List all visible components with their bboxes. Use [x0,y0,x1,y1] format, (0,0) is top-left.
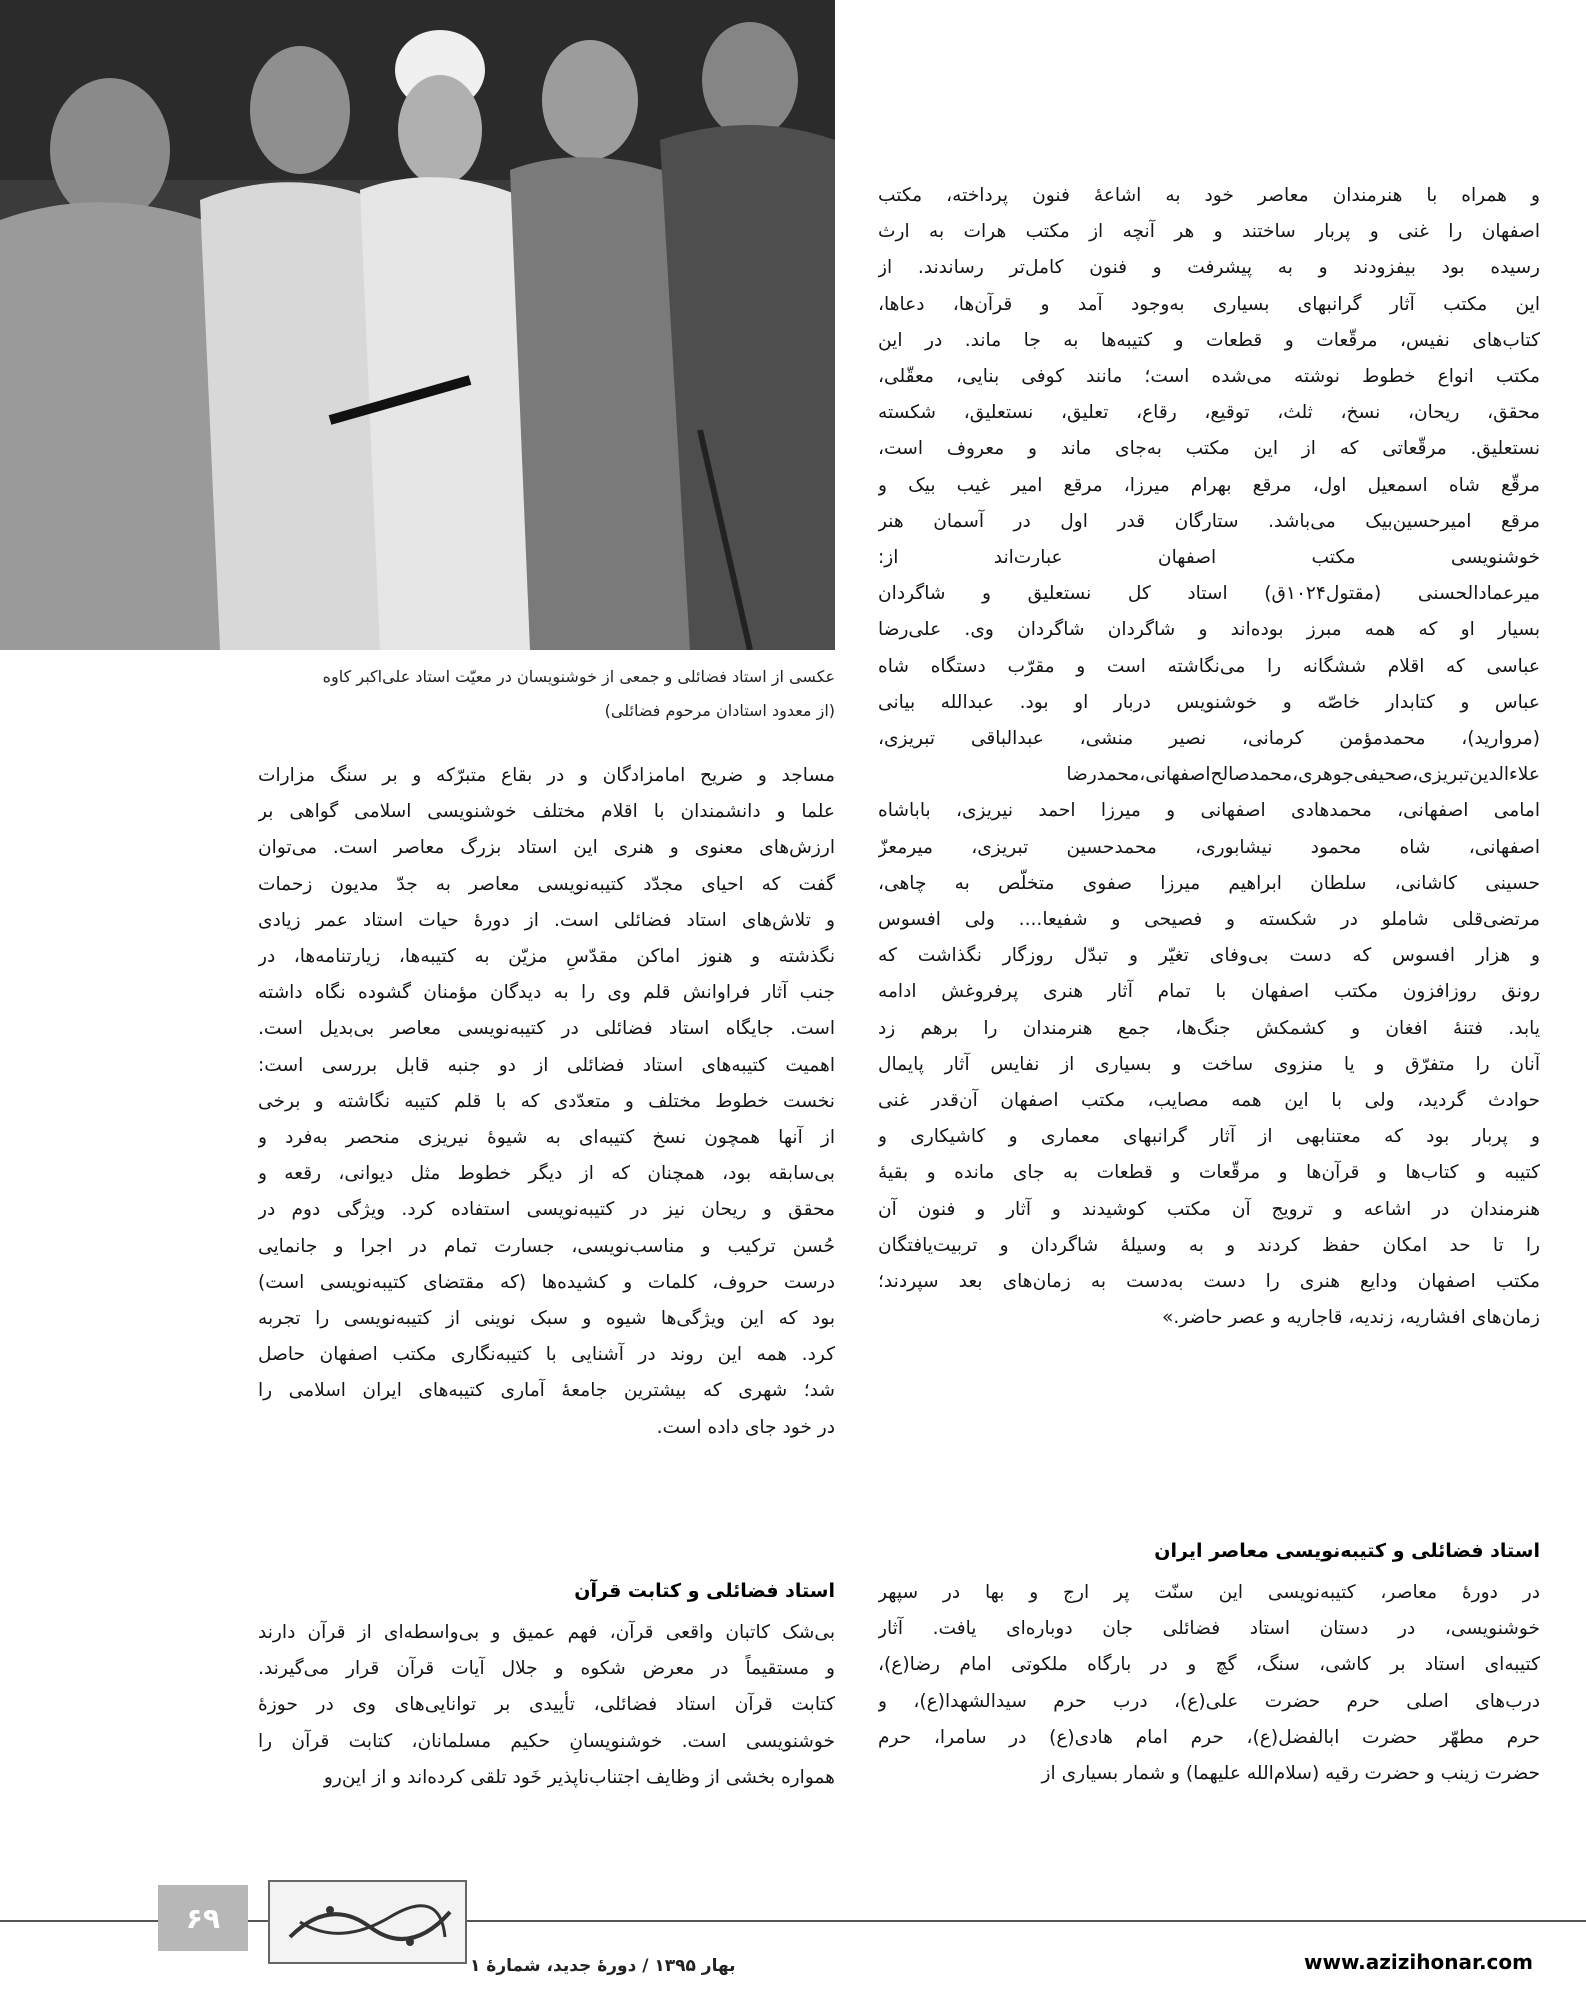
issue-info: بهار ۱۳۹۵ / دورهٔ جدید، شمارهٔ ۱ [470,1956,736,1976]
text-line: و هزار افسوس که دست بی‌وفای تغیّر و تبدّل روزگار نگذاشت که [878,945,1540,967]
right-column-text [878,178,1540,1337]
text-line: مکتب اصفهان ودایع هنری را دست به‌دست به زمان‌های بعد سپردند؛ [878,1271,1540,1293]
text-line: شد؛ شهری که بیشترین جامعهٔ آماری کتیبه‌های ایران اسلامی را [258,1380,835,1402]
text-line: حوادث گردید، ولی با این همه مصایب، مکتب اصفهان آن‌قدر غنی [878,1090,1540,1112]
text-line: محقق و ریحان نیز در کتیبه‌نویسی استفاده کرد. ویژگی دوم در [258,1199,835,1221]
left-column-text [258,758,835,1446]
text-line: جنب آثار فراوانش قلم وی را به دیدگان مؤمنان گشوده نگاه داشته [258,982,835,1004]
text-line: درست حروف، کلمات و کشیده‌ها (که مقتضای کتیبه‌نویسی است) [258,1271,835,1293]
text-line: از آنها همچون نسخ کتیبه‌ای به شیوهٔ نیریزی منحصر به‌فرد و [258,1127,835,1149]
text-line: کتاب‌های نفیس، مرقّعات و قطعات و کتیبه‌ها به جا ماند. در این [878,329,1540,351]
text-line: در خود جای داده است. [656,1416,835,1438]
text-line: محقق، ریحان، نسخ، ثلث، توقیع، رقاع، تعلیق، نستعلیق، شکسته [878,402,1540,424]
text-line: عباس و کتابدار خاصّه و خوشنویس دربار او بود. عبدالله بیانی [878,691,1540,713]
text-line: مرقع امیرحسین‌بیک می‌باشد. ستارگان قدر اول در آسمان هنر [878,510,1540,532]
text-line: رونق روزافزون مکتب اصفهان با تمام آثار هنری پرفروغش ادامه [878,981,1540,1003]
text-line: مرقّع شاه اسمعیل اول، مرقع بهرام میرزا، مرقع امیر غیب بیک و [878,474,1540,496]
text-line: میرعمادالحسنی (مقتول۱۰۲۴ق) استاد کل نستعلیق و شاگردان [878,583,1540,605]
text-line: گفت که احیای مجدّد کتیبه‌نویسی معاصر به جدّ مدیون زحمات [258,873,835,895]
section-heading-contemporary-inscription: استاد فضائلی و کتیبه‌نویسی معاصر ایران [1154,1540,1540,1562]
text-line: مساجد و ضریح امامزادگان و در بقاع متبرّکه و بر سنگ مزارات [258,765,835,786]
text-line: بود که این ویژگی‌ها شیوه و سبک نوینی از کتیبه‌نویسی را تجربه [258,1308,835,1330]
text-line: را تا حد امکان حفظ کردند و به وسیلهٔ شاگردان و تربیت‌یافتگان [878,1234,1540,1256]
caption-line: عکسی از استاد فضائلی و جمعی از خوشنویسان در معیّت استاد علی‌اکبر کاوه [322,667,835,686]
text-line: حضرت زینب و حضرت رقیه (سلام‌الله علیهما) و شمار بسیاری از [1041,1763,1540,1785]
text-line: درب‌های اصلی حرم حضرت علی(ع)، درب حرم سیدالشهدا(ع)، و [878,1690,1540,1712]
text-line: علما و دانشمندان با اقلام مختلف خوشنویسی اسلامی گواهی بر [258,801,835,823]
section-heading-quran-calligraphy: استاد فضائلی و کتابت قرآن [574,1580,835,1602]
text-line: خوشنویسی است. خوشنویسانِ حکیم مسلمانان، کتابت قرآن را [258,1730,835,1752]
text-line: کتیبه‌ای استاد بر کاشی، سنگ، گچ و در بارگاه ملکوتی امام رضا(ع)، [878,1654,1540,1676]
text-line: بی‌شک کاتبان واقعی قرآن، فهم عمیق و بی‌واسطه‌ای از قرآن دارند [258,1622,835,1643]
text-line: اصفهان را غنی و پربار ساختند و هر آنچه از مکتب هرات به ارث [878,221,1540,243]
text-line: نخست خطوط مختلف و متعدّدی که با قلم کتیبه نگاشته و برخی [258,1090,835,1112]
text-line: حُسن ترکیب و مناسب‌نویسی، جسارت تمام در اجرا و جانمایی [258,1235,835,1257]
text-line: بی‌سابقه بود، همچنان که از دیگر خطوط مثل دیوانی، رقعه و [258,1163,835,1185]
text-line: حرم مطهّر حضرت ابالفضل(ع)، حرم امام هادی(ع) در سامرا، حرم [878,1726,1540,1748]
text-line: است. جایگاه استاد فضائلی در کتیبه‌نویسی معاصر بی‌بدیل است. [258,1018,835,1040]
text-line: نستعلیق. مرقّعاتی که از این مکتب به‌جای ماند و معروف است، [878,438,1540,460]
text-line: و همراه با هنرمندان معاصر خود به اشاعهٔ فنون پرداخته، مکتب [878,185,1540,206]
text-line: در دورهٔ معاصر، کتیبه‌نویسی این سنّت پر ارج و بها در سپهر [878,1582,1540,1603]
text-line: بسیار او که همه مبرز بوده‌اند و شاگردان شاگردان وی. علی‌رضا [878,619,1540,641]
photo-caption [260,660,835,728]
caption-line: (از معدود استادان مرحوم فضائلی) [604,701,835,720]
text-line: ارزش‌های معنوی و هنری این استاد بزرگ معاصر است. می‌توان [258,837,835,859]
text-line: مرتضی‌قلی شاملو در شکسته و فصیحی و شفیعا.... ولی افسوس [878,909,1540,931]
photo-icon [0,0,835,650]
page-number: ۶۹ [158,1885,248,1951]
text-line: این مکتب آثار گرانبهای بسیاری به‌وجود آمد و قرآن‌ها، دعاها، [878,293,1540,315]
text-line: و پربار بود که معتنابهی از آثار گرانبهای معماری و کاشیکاری و [878,1126,1540,1148]
text-line: رسیده بود بیفزودند و به پیشرفت و فنون کامل‌تر رساندند. از [878,257,1540,279]
text-line: علاءالدین‌تبریزی،صحیفی‌جوهری،محمدصالح‌اصفهانی،محمدرضا [1066,764,1540,786]
text-line: کتیبه و کتاب‌ها و قرآن‌ها و مرقّعات و قطعات به جای مانده و بقیهٔ [878,1162,1540,1184]
logo-icon [270,1882,465,1962]
group-photo [0,0,835,650]
right-column-text-2 [878,1575,1540,1792]
text-line: یابد. فتنهٔ افغان و کشمکش جنگ‌ها، جمع هنرمندان را برهم زد [878,1017,1540,1039]
text-line: کرد. همه این روند در آشنایی با کتیبه‌نگاری مکتب اصفهان حاصل [258,1344,835,1366]
text-line: و مستقیماً در معرض شکوه و جلال آیات قرآن قرار می‌گیرند. [258,1658,835,1680]
text-line: و تلاش‌های استاد فضائلی است. از دورهٔ حیات استاد عمر زیادی [258,909,835,931]
text-line: نگذشته و هنوز اماکن مقدّسِ مزیّن به کتیبه‌ها، زیارتنامه‌ها، در [258,946,835,968]
magazine-logo [268,1880,467,1964]
website-link[interactable]: www.azizihonar.com [1304,1950,1533,1974]
text-line: خوشنویسی، در دستان استاد فضائلی جان دوباره‌ای یافت. آثار [878,1618,1540,1640]
text-line: مکتب انواع خطوط نوشته می‌شده است؛ مانند کوفی بنایی، معقّلی، [878,366,1540,388]
left-column-text-2 [258,1615,835,1796]
text-line: امامی اصفهانی، محمدهادی اصفهانی و میرزا احمد نیریزی، باباشاه [878,800,1540,822]
text-line: همواره بخشی از وظایف اجتناب‌ناپذیر خَود تلقی کرده‌اند و از این‌رو [323,1766,835,1788]
text-line: (مروارید)، محمدمؤمن کرمانی، نصیر منشی، عبدالباقی تبریزی، [878,728,1540,750]
text-line: هنرمندان در اشاعه و ترویج آن مکتب کوشیدند و آثار و فنون آن [878,1198,1540,1220]
text-line: کتابت قرآن استاد فضائلی، تأییدی بر توانایی‌های وی در حوزهٔ [258,1694,835,1716]
text-line: عباسی که اقلام ششگانه را می‌نگاشته است و مقرّب دستگاه شاه [878,655,1540,677]
text-line: اهمیت کتیبه‌های استاد فضائلی از دو جنبه قابل بررسی است: [258,1054,835,1076]
text-line: اصفهانی، شاه محمود نیشابوری، محمدحسین تبریزی، میرمعزّ [878,836,1540,858]
text-line: حسینی کاشانی، سلطان ابراهیم میرزا صفوی متخلّص به چاهی، [878,872,1540,894]
text-line: زمان‌های افشاریه، زندیه، قاجاریه و عصر حاضر.» [1161,1307,1540,1329]
text-line: خوشنویسی مکتب اصفهان عبارت‌اند از: [878,547,1540,569]
text-line: آنان را متفرّق و یا منزوی ساخت و بسیاری از نفایس آثار پایمال [878,1053,1540,1075]
